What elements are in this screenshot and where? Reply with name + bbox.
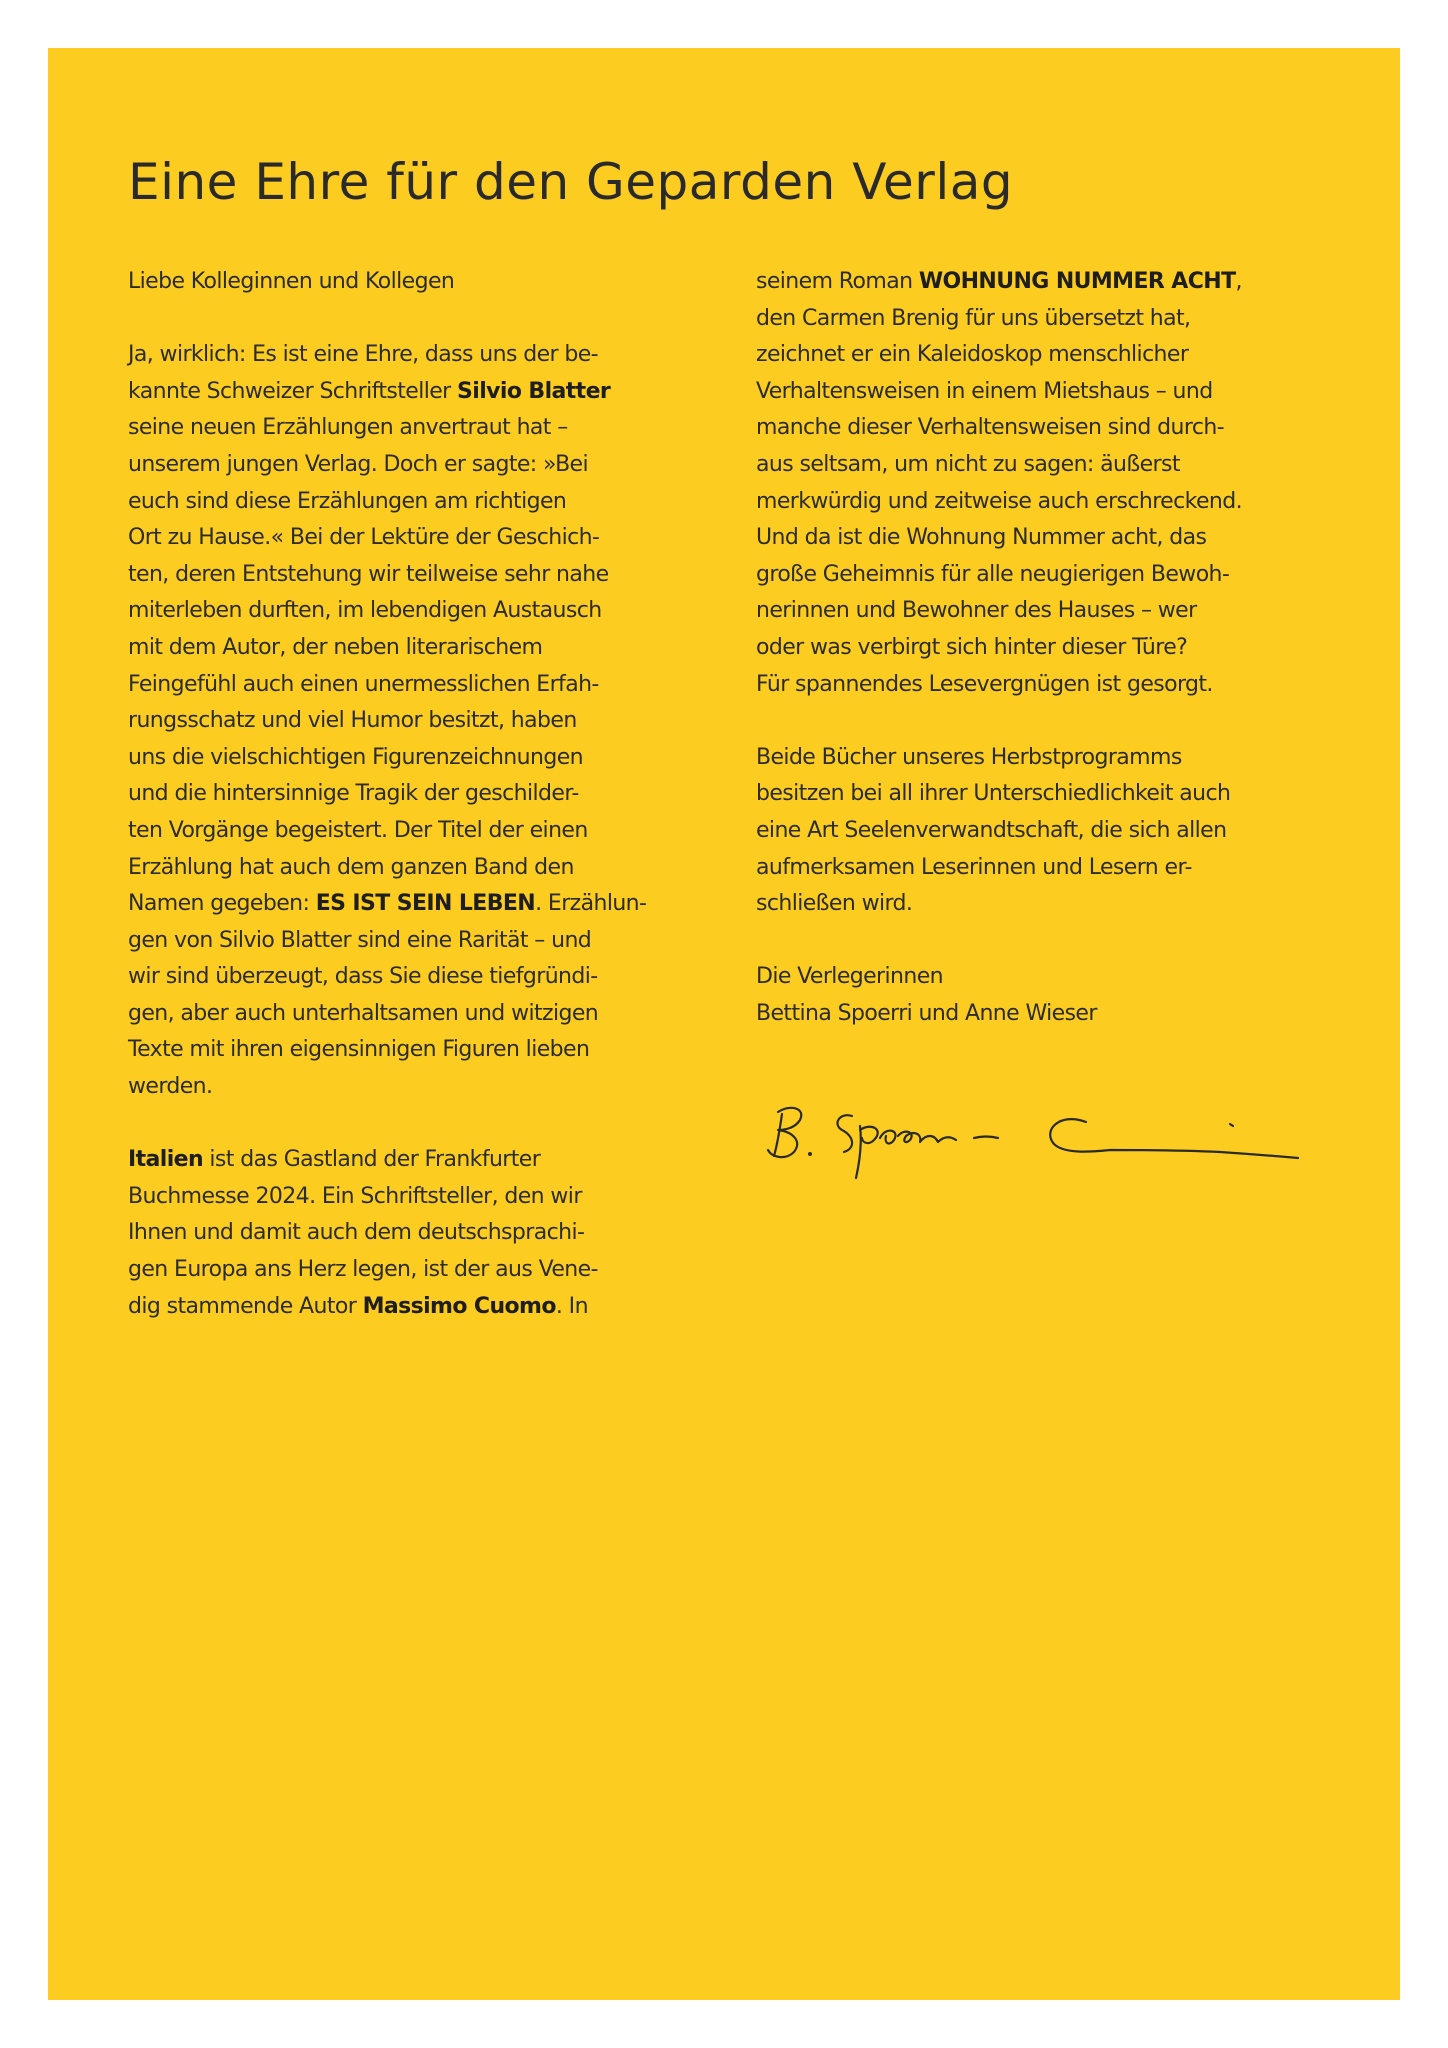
text-line: Erzählung hat auch dem ganzen Band den xyxy=(128,854,574,880)
text-line: zeichnet er ein Kaleidoskop menschlicher xyxy=(756,342,1189,368)
signature-stroke-tick xyxy=(1230,1124,1233,1126)
text-line: und die hintersinnige Tragik der geschilder- xyxy=(128,781,579,807)
text-line: Verhaltensweisen in einem Mietshaus – und xyxy=(756,378,1213,404)
text-line: den Carmen Brenig für uns übersetzt hat, xyxy=(756,305,1191,331)
paragraph-gap xyxy=(128,301,708,338)
paragraph-gap xyxy=(756,703,1336,740)
text-line: werden. xyxy=(128,1074,213,1100)
paragraph-gap xyxy=(756,923,1336,960)
text-line: Texte mit ihren eigensinnigen Figuren lieben xyxy=(128,1037,590,1063)
right-column xyxy=(756,264,1336,1032)
text-line xyxy=(128,374,708,411)
closing-names: Bettina Spoerri und Anne Wieser xyxy=(756,1000,1097,1026)
paragraph-cuomo xyxy=(128,1142,708,1325)
text-line: miterleben durften, im lebendigen Austausch xyxy=(128,598,602,624)
text-fragment: kannte Schweizer Schriftsteller xyxy=(128,378,458,404)
text-line: uns die vielschichtigen Figurenzeichnungen xyxy=(128,744,583,770)
text-line: unserem jungen Verlag. Doch er sagte: »Bei xyxy=(128,451,589,477)
closing xyxy=(756,959,1336,1032)
text-line: wir sind überzeugt, dass Sie diese tiefgründi- xyxy=(128,964,598,990)
text-line xyxy=(128,1289,708,1326)
text-line: Buchmesse 2024. Ein Schriftsteller, den wir xyxy=(128,1183,582,1209)
signature-dot xyxy=(808,1152,812,1156)
text-fragment: . Erzählun- xyxy=(535,891,647,917)
text-line: Beide Bücher unseres Herbstprogramms xyxy=(756,744,1182,770)
text-fragment: ist das Gastland der Frankfurter xyxy=(203,1147,541,1173)
text-line: Ort zu Hause.« Bei der Lektüre der Geschich- xyxy=(128,525,600,551)
book-title-wohnung-nummer-acht: WOHNUNG NUMMER ACHT xyxy=(918,269,1236,294)
greeting-line: Liebe Kolleginnen und Kollegen xyxy=(128,269,455,294)
text-line: besitzen bei all ihrer Unterschiedlichkeit auch xyxy=(756,781,1231,807)
handwritten-signature xyxy=(760,1090,1320,1210)
text-line: ten, deren Entstehung wir teilweise sehr nahe xyxy=(128,561,609,587)
text-fragment: , xyxy=(1235,269,1242,294)
text-line: gen, aber auch unterhaltsamen und witzigen xyxy=(128,1000,599,1026)
closing-role: Die Verlegerinnen xyxy=(756,964,943,990)
author-name-cuomo: Massimo Cuomo xyxy=(362,1293,556,1319)
signature-stroke-b xyxy=(768,1108,801,1157)
text-fragment: seinem Roman xyxy=(756,269,919,294)
text-fragment: Namen gegeben: xyxy=(128,891,316,917)
signature-stroke-wieser xyxy=(1050,1119,1298,1158)
text-line: Ihnen und damit auch dem deutschsprachi- xyxy=(128,1220,585,1246)
author-name-blatter: Silvio Blatter xyxy=(457,378,611,404)
text-fragment: . In xyxy=(555,1293,588,1319)
country-name-italien: Italien xyxy=(128,1147,204,1173)
text-line: ten Vorgänge begeistert. Der Titel der einen xyxy=(128,817,588,843)
text-line: Und da ist die Wohnung Nummer acht, das xyxy=(756,525,1207,551)
signature-stroke-dash xyxy=(974,1137,998,1139)
text-line: nerinnen und Bewohner des Hauses – wer xyxy=(756,598,1197,624)
greeting xyxy=(128,264,708,301)
text-line: aus seltsam, um nicht zu sagen: äußerst xyxy=(756,451,1180,477)
text-line: gen von Silvio Blatter sind eine Rarität – und xyxy=(128,927,592,953)
text-line: Für spannendes Lesevergnügen ist gesorgt. xyxy=(756,671,1213,697)
book-title-es-ist-sein-leben: ES IST SEIN LEBEN xyxy=(315,891,536,917)
text-line: eine Art Seelenverwandtschaft, die sich allen xyxy=(756,817,1227,843)
text-line: schließen wird. xyxy=(756,891,913,917)
paragraph-blatter xyxy=(128,337,708,1105)
text-line: Ja, wirklich: Es ist eine Ehre, dass uns der be- xyxy=(128,342,598,368)
text-line: große Geheimnis für alle neugierigen Bewoh- xyxy=(756,561,1230,587)
signature-stroke-spoerri xyxy=(837,1115,956,1178)
text-line xyxy=(128,1142,708,1179)
text-line: aufmerksamen Leserinnen und Lesern er- xyxy=(756,854,1192,880)
text-line xyxy=(756,264,1336,301)
text-line xyxy=(128,886,708,923)
paragraph-gap xyxy=(128,1106,708,1143)
text-line: gen Europa ans Herz legen, ist der aus Vene- xyxy=(128,1257,598,1283)
text-line: seine neuen Erzählungen anvertraut hat – xyxy=(128,415,568,441)
page-title: Eine Ehre für den Geparden Verlag xyxy=(128,153,1014,211)
text-line: rungsschatz und viel Humor besitzt, haben xyxy=(128,708,577,734)
text-line: Feingefühl auch einen unermesslichen Erfah- xyxy=(128,671,599,697)
text-line: euch sind diese Erzählungen am richtigen xyxy=(128,488,567,514)
left-column xyxy=(128,264,708,1325)
text-fragment: dig stammende Autor xyxy=(128,1293,363,1319)
text-line: manche dieser Verhaltensweisen sind durch- xyxy=(756,415,1225,441)
paragraph-herbstprogramm xyxy=(756,740,1336,923)
paragraph-wohnung xyxy=(756,264,1336,703)
text-line: oder was verbirgt sich hinter dieser Türe? xyxy=(756,634,1188,660)
text-line: merkwürdig und zeitweise auch erschreckend. xyxy=(756,488,1243,514)
text-line: mit dem Autor, der neben literarischem xyxy=(128,634,543,660)
